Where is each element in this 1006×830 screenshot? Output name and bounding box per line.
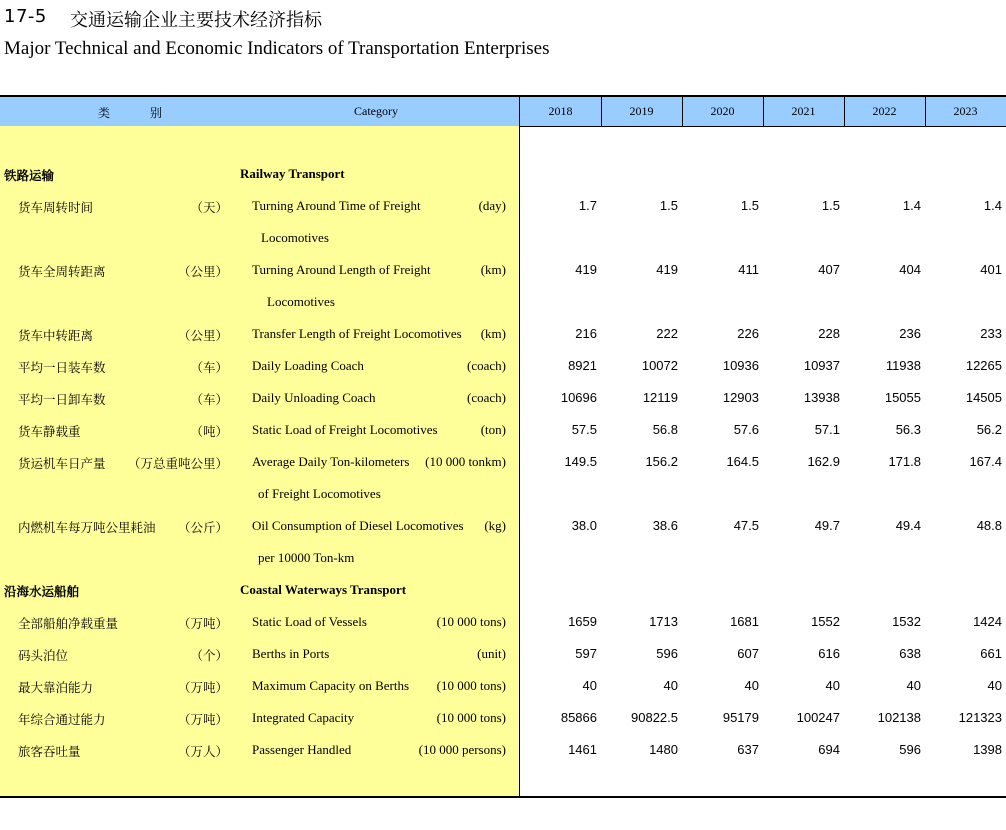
indicator-cn: 平均一日装车数 xyxy=(18,360,106,375)
indicator-cn: 货车中转距离 xyxy=(18,328,94,343)
value-2020: 40 xyxy=(744,678,759,693)
header-category-cn: 类 别 xyxy=(98,106,177,120)
section-title-cn: 沿海水运船舶 xyxy=(4,584,80,599)
value-2019: 12119 xyxy=(642,390,678,405)
header-year-2018: 2018 xyxy=(548,104,573,118)
value-2020: 1681 xyxy=(730,614,759,629)
indicator-en: Oil Consumption of Diesel Locomotives xyxy=(252,518,464,533)
header-year-2023: 2023 xyxy=(953,104,978,118)
value-2022: 49.4 xyxy=(895,518,921,533)
value-2020: 607 xyxy=(737,646,759,661)
value-2022: 236 xyxy=(899,326,921,341)
indicator-en: Daily Loading Coach xyxy=(252,358,364,373)
value-2023: 661 xyxy=(980,646,1002,661)
indicator-en: Average Daily Ton-kilometers xyxy=(252,454,410,469)
header-year-2022: 2022 xyxy=(872,104,897,118)
value-2022: 15055 xyxy=(884,390,921,405)
value-2018: 8921 xyxy=(568,358,597,373)
indicator-en-continued: per 10000 Ton-km xyxy=(258,550,355,565)
indicator-en-unit: (coach) xyxy=(467,358,506,373)
value-2018: 85866 xyxy=(560,710,597,725)
value-2022: 171.8 xyxy=(888,454,921,469)
value-2020: 164.5 xyxy=(726,454,759,469)
value-2023: 401 xyxy=(980,262,1002,277)
value-2021: 1552 xyxy=(811,614,840,629)
value-2019: 40 xyxy=(663,678,678,693)
value-2021: 228 xyxy=(818,326,840,341)
value-2018: 1.7 xyxy=(578,198,597,213)
value-2023: 1.4 xyxy=(983,198,1002,213)
indicator-en-unit: (10 000 tons) xyxy=(436,710,506,725)
indicator-cn-unit: （万总重吨公里） xyxy=(127,456,228,471)
indicator-en-unit: (km) xyxy=(480,262,506,277)
value-2020: 226 xyxy=(737,326,759,341)
value-2019: 90822.5 xyxy=(631,710,678,725)
value-2018: 216 xyxy=(575,326,597,341)
indicator-cn: 货车全周转距离 xyxy=(18,264,106,279)
indicator-cn-unit: （万人） xyxy=(177,744,228,759)
value-2023: 48.8 xyxy=(976,518,1002,533)
value-2019: 1713 xyxy=(649,614,678,629)
indicator-en: Turning Around Time of Freight xyxy=(252,198,421,213)
value-2018: 1461 xyxy=(568,742,597,757)
header-category-en: Category xyxy=(354,104,398,118)
table-row xyxy=(0,734,1006,766)
value-2019: 10072 xyxy=(641,358,678,373)
indicator-en-unit: (km) xyxy=(480,326,506,341)
value-2021: 1.5 xyxy=(821,198,840,213)
value-2021: 694 xyxy=(818,742,840,757)
value-2022: 102138 xyxy=(877,710,921,725)
value-2019: 222 xyxy=(656,326,678,341)
value-2018: 38.0 xyxy=(571,518,597,533)
value-2019: 56.8 xyxy=(652,422,678,437)
value-2020: 10936 xyxy=(722,358,759,373)
indicator-cn-unit: （吨） xyxy=(190,424,228,439)
indicator-en-unit: (day) xyxy=(478,198,506,213)
indicator-cn-unit: （天） xyxy=(190,200,228,215)
continuation-row xyxy=(0,286,1006,318)
indicator-cn: 最大靠泊能力 xyxy=(18,680,94,695)
indicator-en: Static Load of Freight Locomotives xyxy=(252,422,438,437)
value-2019: 596 xyxy=(656,646,678,661)
table-title-chinese: 交通运输企业主要技术经济指标 xyxy=(70,10,322,31)
indicator-cn: 货车静载重 xyxy=(18,424,81,439)
indicator-en-unit: (10 000 persons) xyxy=(418,742,506,757)
value-2020: 47.5 xyxy=(733,518,759,533)
indicator-cn: 内燃机车每万吨公里耗油 xyxy=(18,520,156,535)
indicator-en-continued: Locomotives xyxy=(267,294,335,309)
value-2020: 1.5 xyxy=(740,198,759,213)
header-year-2019: 2019 xyxy=(629,104,654,118)
value-2019: 38.6 xyxy=(652,518,678,533)
value-2021: 100247 xyxy=(796,710,840,725)
value-2023: 1424 xyxy=(973,614,1002,629)
value-2021: 57.1 xyxy=(814,422,840,437)
table-number: 17-5 xyxy=(4,6,47,27)
indicator-cn: 旅客吞吐量 xyxy=(18,744,81,759)
value-2023: 1398 xyxy=(973,742,1002,757)
value-2021: 49.7 xyxy=(814,518,840,533)
indicator-en-unit: (kg) xyxy=(484,518,506,533)
indicator-en: Integrated Capacity xyxy=(252,710,355,725)
indicator-cn: 码头泊位 xyxy=(18,648,69,663)
indicator-en-unit: (10 000 tonkm) xyxy=(425,454,506,469)
continuation-row xyxy=(0,222,1006,254)
value-2023: 40 xyxy=(987,678,1002,693)
value-2018: 10696 xyxy=(560,390,597,405)
indicator-cn: 货运机车日产量 xyxy=(18,456,106,471)
table-row xyxy=(0,318,1006,350)
section-row xyxy=(0,574,1006,606)
value-2022: 11938 xyxy=(885,358,921,373)
header-separator xyxy=(844,97,845,126)
indicator-en-continued: of Freight Locomotives xyxy=(258,486,381,501)
value-2018: 1659 xyxy=(568,614,597,629)
value-2020: 12903 xyxy=(722,390,759,405)
indicator-cn: 货车周转时间 xyxy=(18,200,94,215)
continuation-row xyxy=(0,478,1006,510)
value-2022: 404 xyxy=(899,262,921,277)
indicator-en: Maximum Capacity on Berths xyxy=(252,678,410,693)
value-2019: 419 xyxy=(656,262,678,277)
value-2023: 56.2 xyxy=(976,422,1002,437)
section-title-cn: 铁路运输 xyxy=(4,168,55,183)
value-2023: 12265 xyxy=(965,358,1002,373)
table-row xyxy=(0,510,1006,542)
value-2021: 407 xyxy=(818,262,840,277)
value-2019: 1.5 xyxy=(659,198,678,213)
table-row xyxy=(0,254,1006,286)
value-2020: 637 xyxy=(737,742,759,757)
header-separator xyxy=(925,97,926,126)
indicator-cn-unit: （车） xyxy=(190,360,228,375)
indicator-cn-unit: （万吨） xyxy=(177,680,228,695)
value-2021: 162.9 xyxy=(807,454,840,469)
value-2020: 411 xyxy=(738,262,759,277)
table-row xyxy=(0,606,1006,638)
indicator-cn: 全部船舶净载重量 xyxy=(18,616,119,631)
value-2018: 40 xyxy=(582,678,597,693)
value-2021: 13938 xyxy=(803,390,840,405)
table-row xyxy=(0,414,1006,446)
indicator-cn: 年综合通过能力 xyxy=(18,712,106,727)
section-title-en: Coastal Waterways Transport xyxy=(240,582,407,597)
header-year-2020: 2020 xyxy=(710,104,735,118)
table-row xyxy=(0,702,1006,734)
value-2021: 10937 xyxy=(803,358,840,373)
indicator-cn-unit: （公斤） xyxy=(177,520,228,535)
value-2018: 57.5 xyxy=(571,422,597,437)
indicator-en-continued: Locomotives xyxy=(261,230,329,245)
table-row xyxy=(0,350,1006,382)
indicator-cn-unit: （万吨） xyxy=(177,712,228,727)
value-2018: 419 xyxy=(575,262,597,277)
continuation-row xyxy=(0,542,1006,574)
table-row xyxy=(0,382,1006,414)
value-2020: 57.6 xyxy=(733,422,759,437)
section-title-en: Railway Transport xyxy=(240,166,345,181)
value-2018: 597 xyxy=(575,646,597,661)
indicator-en: Passenger Handled xyxy=(252,742,352,757)
value-2023: 14505 xyxy=(965,390,1002,405)
indicator-en-unit: (10 000 tons) xyxy=(436,678,506,693)
value-2022: 1532 xyxy=(892,614,921,629)
indicator-en-unit: (unit) xyxy=(477,646,506,661)
indicator-en-unit: (coach) xyxy=(467,390,506,405)
value-2022: 1.4 xyxy=(902,198,921,213)
indicator-en: Turning Around Length of Freight xyxy=(252,262,431,277)
table-row xyxy=(0,190,1006,222)
table-row xyxy=(0,670,1006,702)
header-separator xyxy=(763,97,764,126)
section-row xyxy=(0,158,1006,190)
indicator-cn-unit: （公里） xyxy=(177,328,228,343)
indicator-en: Daily Unloading Coach xyxy=(252,390,376,405)
value-2022: 596 xyxy=(899,742,921,757)
value-2021: 40 xyxy=(825,678,840,693)
indicator-cn-unit: （个） xyxy=(190,648,228,663)
header-year-2021: 2021 xyxy=(791,104,816,118)
indicator-en: Berths in Ports xyxy=(252,646,330,661)
value-2019: 1480 xyxy=(649,742,678,757)
value-2022: 40 xyxy=(906,678,921,693)
header-separator xyxy=(682,97,683,126)
indicator-cn: 平均一日卸车数 xyxy=(18,392,106,407)
value-2023: 121323 xyxy=(958,710,1002,725)
indicator-cn-unit: （万吨） xyxy=(177,616,228,631)
table-title-english: Major Technical and Economic Indicators of Transportation Enterprises xyxy=(4,38,550,59)
indicator-en-unit: (10 000 tons) xyxy=(436,614,506,629)
value-2023: 167.4 xyxy=(969,454,1002,469)
header-separator xyxy=(601,97,602,126)
table-row xyxy=(0,638,1006,670)
value-2020: 95179 xyxy=(722,710,759,725)
value-2022: 56.3 xyxy=(895,422,921,437)
indicator-en-unit: (ton) xyxy=(480,422,506,437)
value-2021: 616 xyxy=(818,646,840,661)
value-2023: 233 xyxy=(980,326,1002,341)
indicator-en: Static Load of Vessels xyxy=(252,614,367,629)
indicator-cn-unit: （公里） xyxy=(177,264,228,279)
value-2022: 638 xyxy=(899,646,921,661)
bottom-rule xyxy=(0,796,1006,798)
table-row xyxy=(0,446,1006,478)
value-2019: 156.2 xyxy=(645,454,678,469)
indicator-en: Transfer Length of Freight Locomotives xyxy=(252,326,462,341)
indicator-cn-unit: （车） xyxy=(190,392,228,407)
value-2018: 149.5 xyxy=(564,454,597,469)
